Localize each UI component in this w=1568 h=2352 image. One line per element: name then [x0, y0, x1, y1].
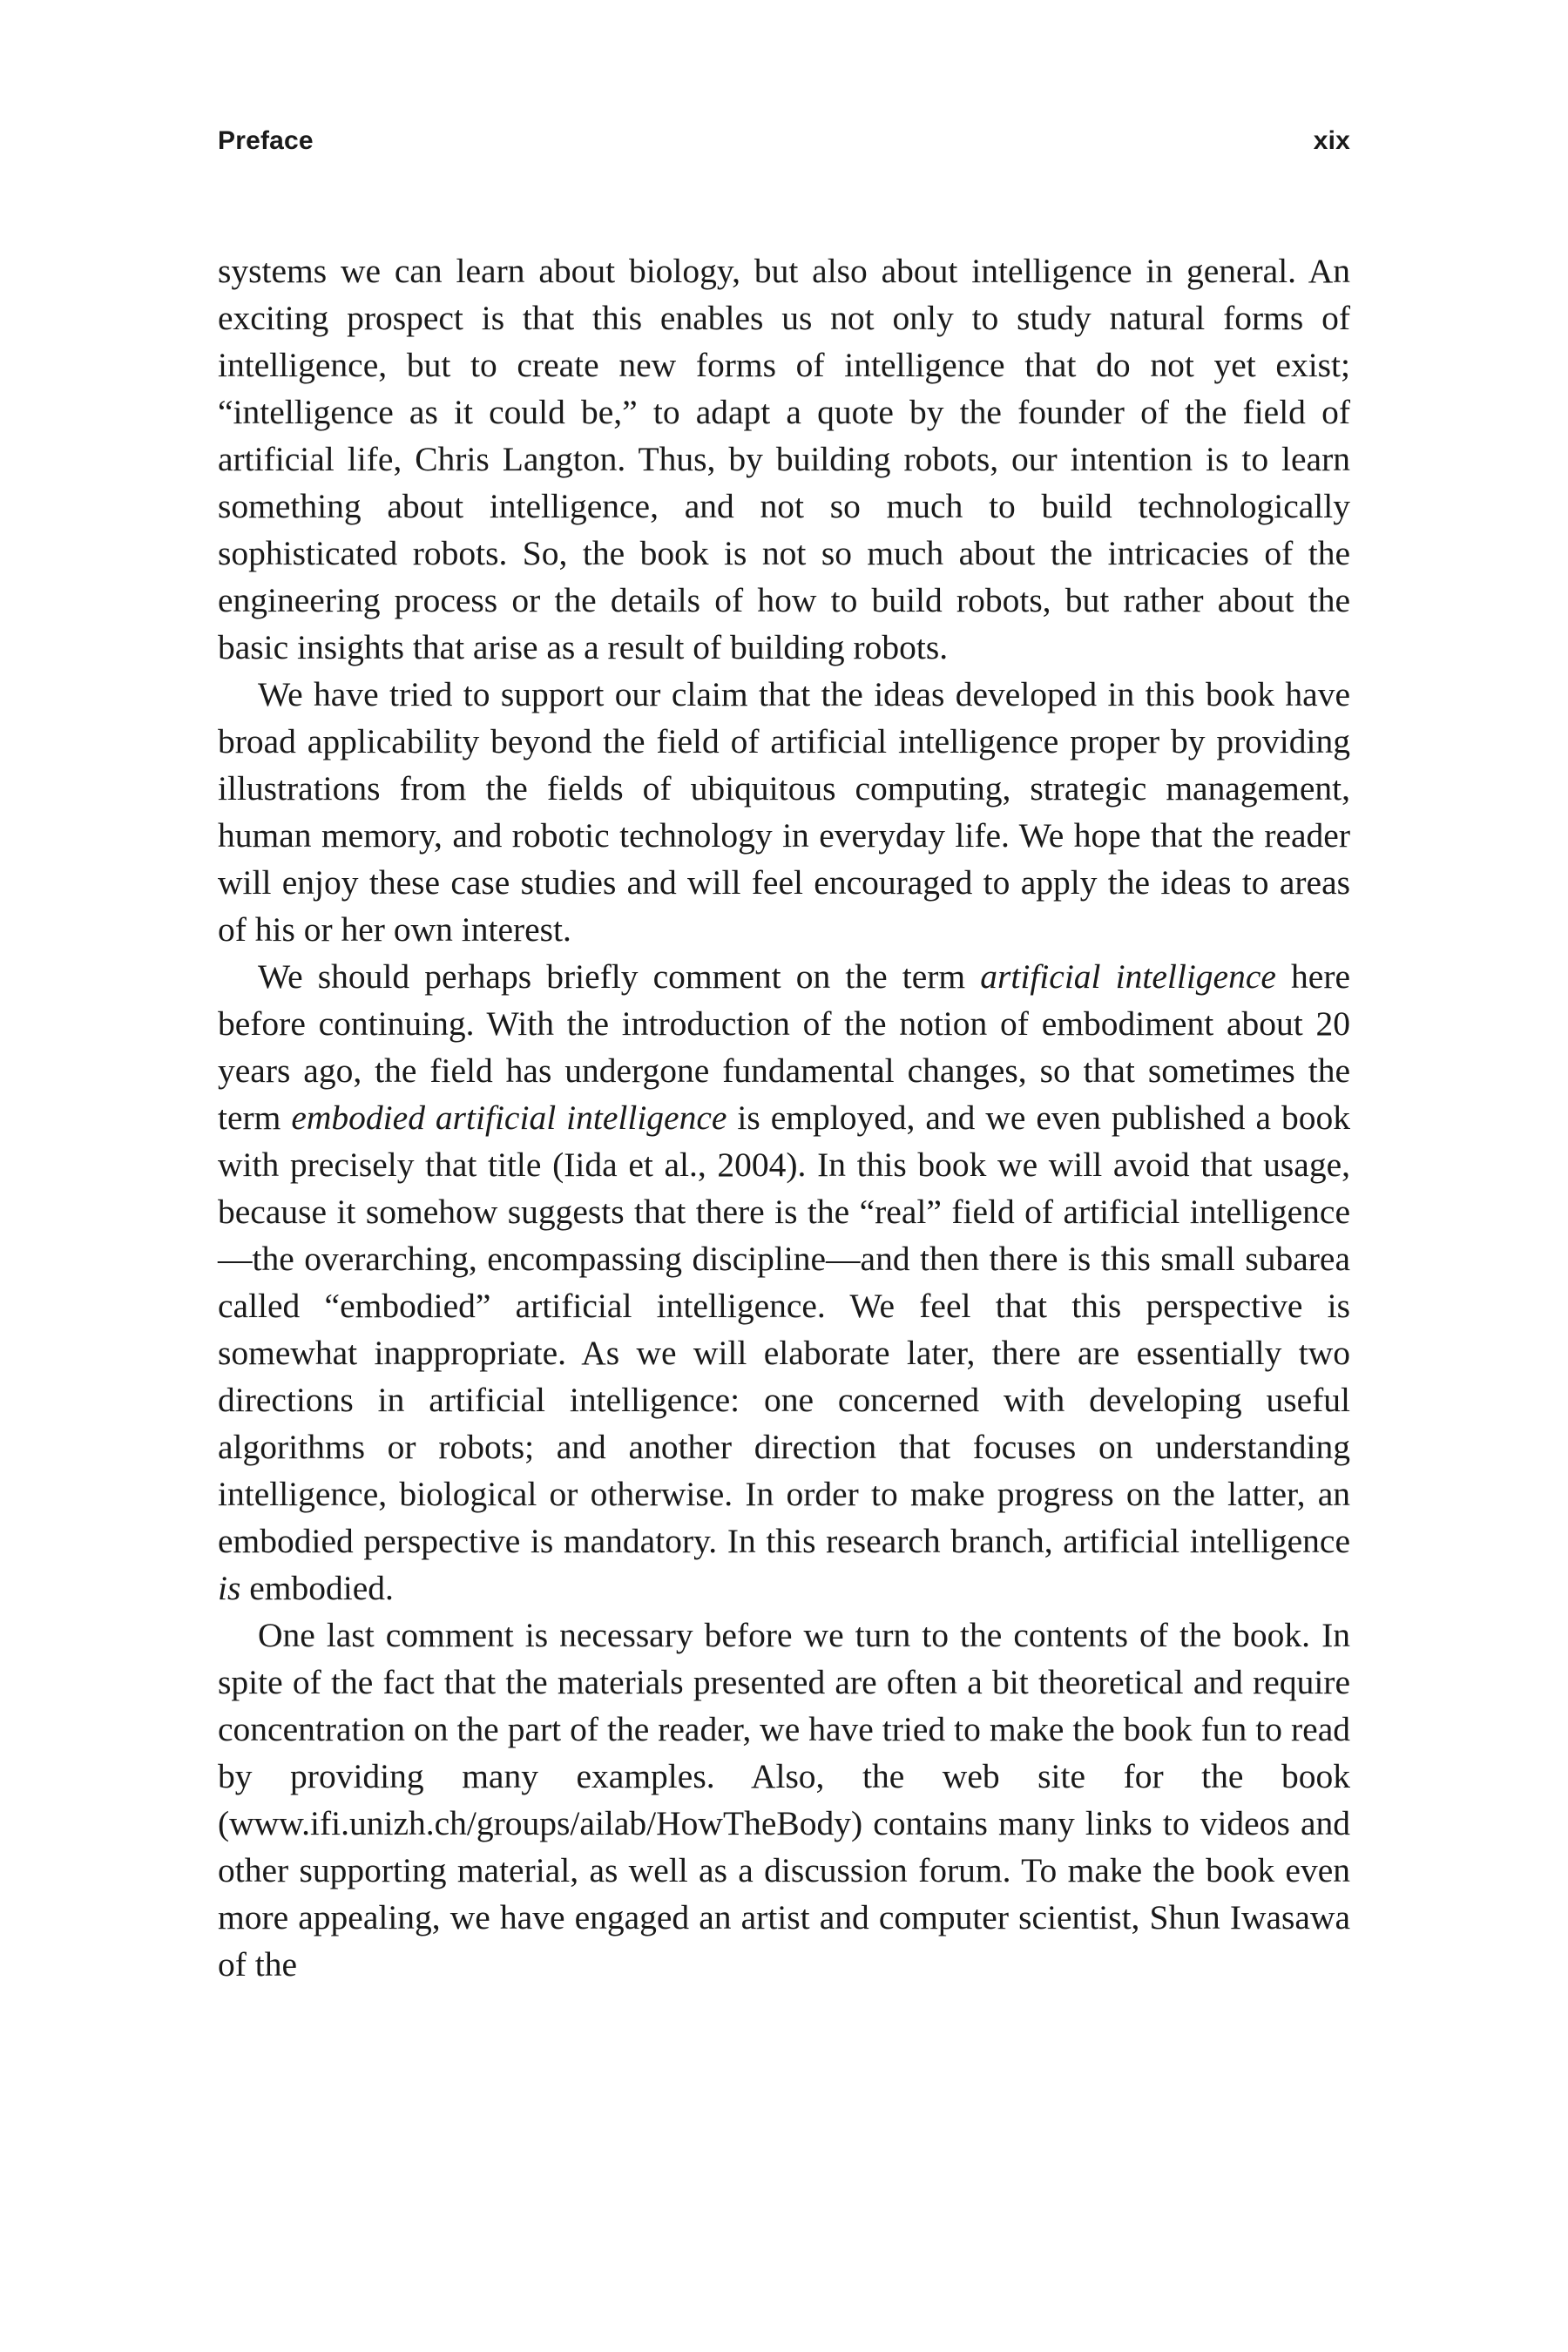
body-text — [218, 247, 1350, 1988]
text-segment: is employed, and we even published a book with precisely that title (Iida et al., 2004). In this book we will avoid that usage, because it somehow suggests that there is the “real” field of artificial intelligence—the overarching, encompassing discipline—and then there is this small subarea called “embodied” artificial intelligence. We feel that this perspective is somewhat inappropriate. As we will elaborate later, there are essentially two directions in artificial intelligence: one concerned with developing useful algorithms or robots; and another direction that focuses on understanding intelligence, biological or otherwise. In order to make progress on the latter, an embodied perspective is mandatory. In this research branch, artificial intelligence — [218, 1098, 1350, 1560]
paragraph-4 — [218, 1612, 1350, 1988]
paragraph-2 — [218, 671, 1350, 953]
text-segment: One last comment is necessary before we turn to the contents of the book. In spite of the fact that the materials presented are often a bit theoretical and require concentration on the part of the reader, we have tried to make the book fun to read by providing many examples. Also, the web site for the book (www.ifi.unizh.ch/groups/ailab/HowTheBody) contains many links to videos and other supporting material, as well as a discussion forum. To make the book even more appealing, we have engaged an artist and computer scientist, Shun Iwasawa of the — [218, 1616, 1350, 1984]
text-segment: here before continuing. With the introduction of the notion of embodiment about 20 years ago, the field has undergone fundamental changes, so that sometimes the term — [218, 957, 1351, 1137]
running-header — [218, 122, 1350, 160]
page-number: xix — [1313, 126, 1350, 155]
italic-term: is — [218, 1569, 241, 1607]
italic-term: embodied artificial intelligence — [291, 1098, 727, 1137]
section-title: Preface — [218, 126, 314, 155]
text-segment: We should perhaps briefly comment on the term — [258, 957, 981, 996]
text-segment: We have tried to support our claim that the ideas developed in this book have broad applicability beyond the field of artificial intelligence proper by providing illustrations from the fields of ubiquitous computing, strategic management, human memory, and robotic technology in everyday life. We hope that the reader will enjoy these case studies and will feel encouraged to apply the ideas to areas of his or her own interest. — [218, 675, 1350, 949]
text-segment: embodied. — [240, 1569, 394, 1607]
paragraph-1 — [218, 247, 1350, 671]
text-segment: systems we can learn about biology, but also about intelligence in general. An exciting prospect is that this enables us not only to study natural forms of intelligence, but to create new forms of intelligence that do not yet exist; “intelligence as it could be,” to adapt a quote by the founder of the field of artificial life, Chris Langton. Thus, by building robots, our intention is to learn something about intelligence, and not so much to build technologically sophisticated robots. So, the book is not so much about the intricacies of the engineering process or the details of how to build robots, but rather about the basic insights that arise as a result of building robots. — [218, 252, 1350, 666]
italic-term: artificial intelligence — [980, 957, 1276, 996]
paragraph-3 — [218, 953, 1350, 1612]
